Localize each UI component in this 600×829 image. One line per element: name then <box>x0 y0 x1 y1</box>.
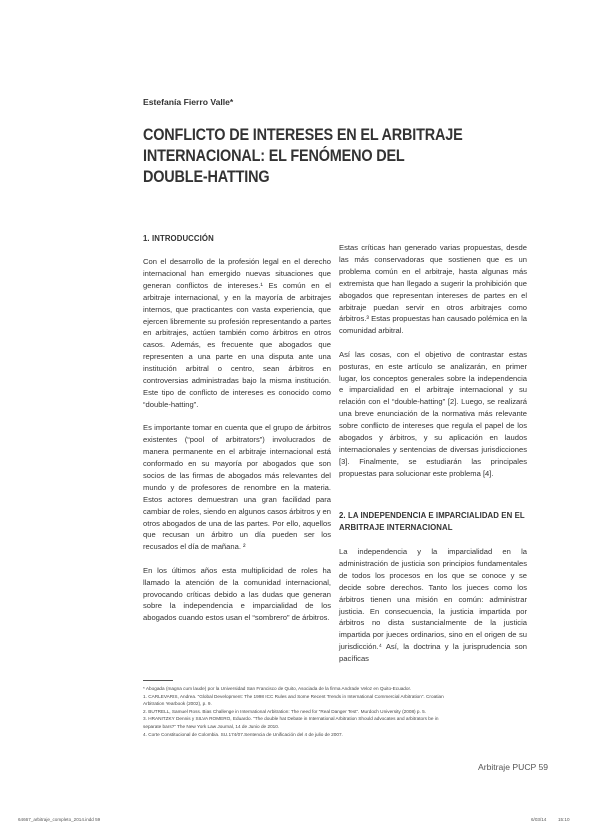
right-column-section2 <box>339 546 527 665</box>
paragraph: La independencia y la imparcialidad en la administración de justicia son principios fundamentales de todos los procesos en los que se conoce y se decide sobre derechos. Tanto los jueces como los árbitros tienen una misión en común: administrar justicia. En consecuencia, la justicia impartida por árbitros no dista sustancialmente de la justicia impartida por jueces ordinarios, sino en el origen de su jurisdicción.⁴ Así, la doctrina y la jurisprudencia son pacíficas <box>339 547 527 664</box>
title-line: INTERNACIONAL: EL FENÓMENO DEL <box>143 146 405 165</box>
paragraph: Con el desarrollo de la profesión legal en el derecho internacional han emergido nuevas situaciones que generan conflictos de intereses.¹ Es común en el arbitraje internacional, y en la mayoría de arbitrajes internos, que practicantes con vasta experiencia, que ejercen libremente su profesión representando a partes en arbitrajes, actúen también como árbitros en otros casos. Además, es frecuente que abogados que representen a una parte en una disputa ante una institución arbitral o centro, sean árbitros en controversias administradas bajo la misma institución. Este tipo de conflicto de intereses es conocido como “double-hatting”. <box>143 257 331 409</box>
footnote: separate bars?” The New York Law Journal, 14 de Junio de 2010. <box>143 723 280 729</box>
footnote: 1. CARLEVARIS, Andrea. “Global Development: The 1998 ICC Rules and Some Recent Trends in International Commercial Arbitration”. Croatian <box>143 693 444 699</box>
section-heading-introduction: 1. INTRODUCCIÓN <box>143 234 214 243</box>
left-column <box>143 256 331 624</box>
print-file-name: 64667_arbitraje_completo_2014.indd 59 <box>18 817 101 822</box>
paragraph: Así las cosas, con el objetivo de contrastar estas posturas, en este artículo se analizarán, en primer lugar, los conceptos generales sobre la independencia e imparcialidad en el arbitraje internacional y su relación con el “double-hatting” [2]. Luego, se realizará una breve enunciación de la normativa más relevante sobre conflicto de intereses que regula el papel de los abogados y árbitros, y su aplicación en laudos internacionales y sentencias de diversas jurisdicciones [3]. Finalmente, se estudiarán las principales propuestas para solucionar este problema [4]. <box>339 349 527 478</box>
right-column <box>339 242 527 480</box>
footnote: 2. BUTRELL, Samuel Ross. Bias Challenge in International Arbitration: The need for “Real Danger Test”. Murdoch University (2008) p. 5. <box>143 708 427 714</box>
print-time: 15:10 <box>558 817 570 822</box>
footnote: 4. Corte Constitucional de Colombia. SU.174/07.Sentencia de Unificación del 4 de julio de 2007. <box>143 731 343 737</box>
paragraph: Estas críticas han generado varias propuestas, desde las más conservadoras que sostienen que es un problema común en el arbitraje, hasta algunas más extremista que han llegado a sugerir la prohibición que abogados que representan intereses de partes en el arbitraje puedan servir en otros arbitrajes como árbitros.³ Estas propuestas han causado polémica en la comunidad arbitral. <box>339 243 527 336</box>
author-name: Estefanía Fierro Valle* <box>143 97 234 107</box>
footnote: 3. HRANITZKY Dennis y SILVA ROMERO, Eduardo. “The double hat Debate in International Arbitration Should advocates and arbitrators be in <box>143 716 439 722</box>
paragraph: Es importante tomar en cuenta que el grupo de árbitros existentes (“pool of arbitrators”) involucrados de manera permanente en el arbitraje internacional está conformado en su mayoría por abogados que son socios de las firmas de abogados más relevantes del mundo y de profesores de renombre en la materia. Estos actores demuestran una gran facilidad para cambiar de roles, siendo en algunos casos árbitros y en otros abogados de una de las partes. Por ello, aquellos que recusan un árbitro un día pueden ser los recusados el día de mañana. ² <box>143 423 331 552</box>
title-line: DOUBLE-HATTING <box>143 167 270 186</box>
paragraph: En los últimos años esta multiplicidad de roles ha llamado la atención de la comunidad internacional, provocando críticas debido a las dudas que generan sobre la independencia e imparcialidad de los abogados cuando estos usan el “sombrero” de árbitros. <box>143 565 331 623</box>
footnotes <box>143 685 533 738</box>
print-date: 6/03/14 <box>531 817 547 822</box>
footnote: * Abogada (magna cum laude) por la Universidad San Francisco de Quito, Asociada de la firma Andrade Veloz en Quito-Ecuador. <box>143 686 412 691</box>
footnote-divider <box>143 680 173 681</box>
section-heading-independence: 2. LA INDEPENDENCIA E IMPARCIALIDAD EN EL ARBITRAJE INTERNACIONAL <box>339 511 525 532</box>
page-number-label: Arbitraje PUCP 59 <box>478 762 549 772</box>
article-title <box>143 124 470 187</box>
title-line: CONFLICTO DE INTERESES EN EL ARBITRAJE <box>143 125 463 144</box>
footnote: Arbitration Yearbook (2002), p. 9. <box>143 701 212 707</box>
